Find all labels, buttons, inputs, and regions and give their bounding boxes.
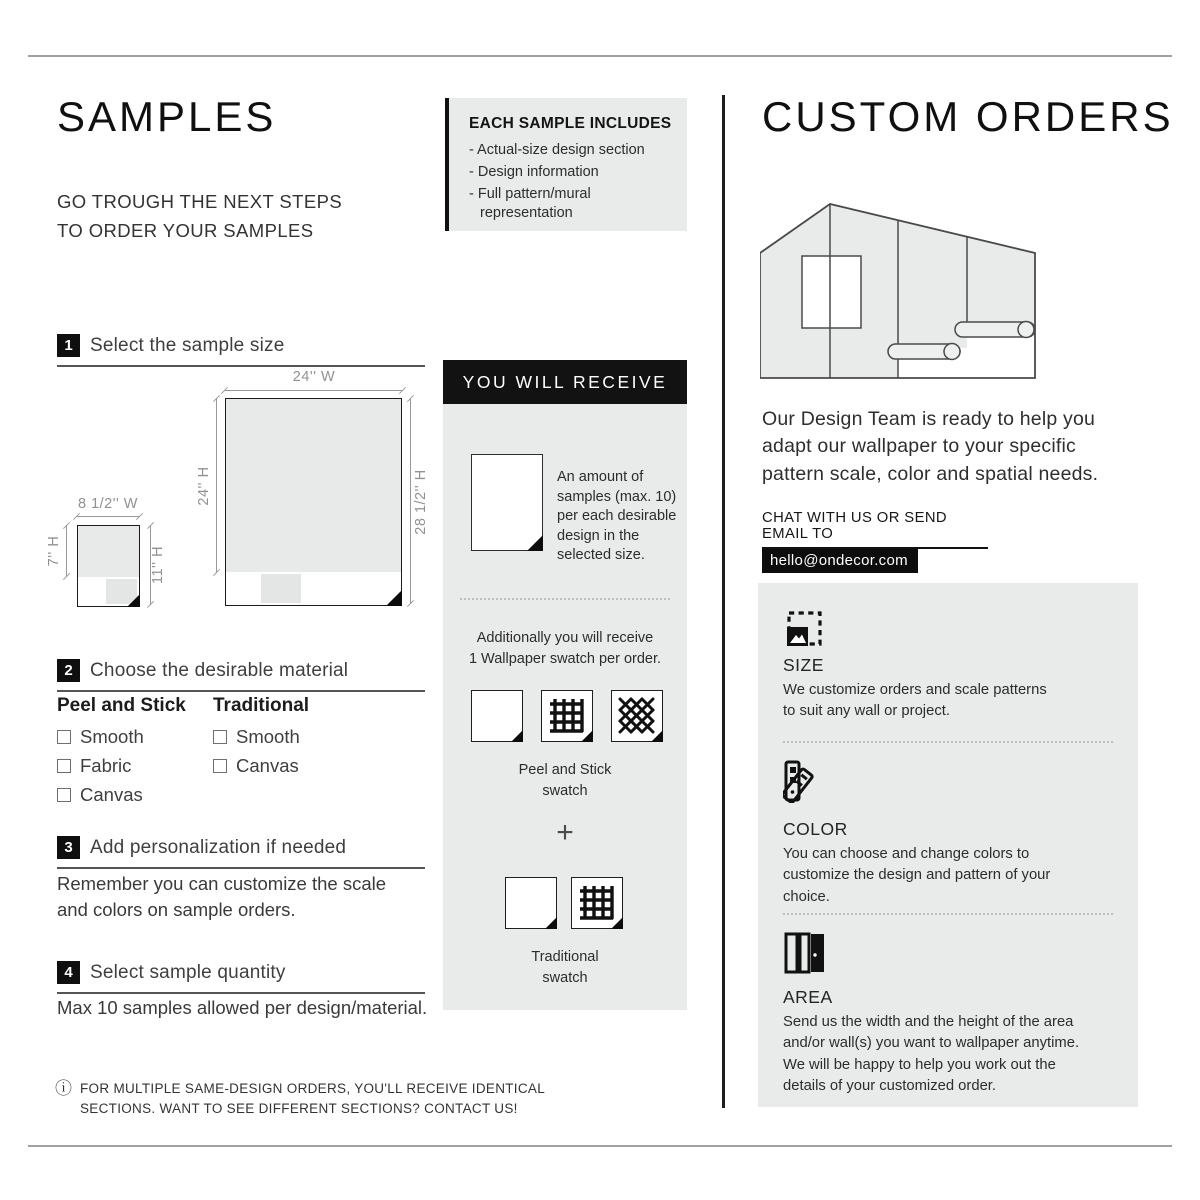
dim-line-large-right (410, 398, 411, 604)
checkbox-icon[interactable] (213, 759, 227, 773)
area-body: Send us the width and the height of the area and/or wall(s) you want to wallpaper anytime. We will be happy to help you work out the details of your customized order. (783, 1014, 1080, 1095)
color-heading: COLOR (783, 819, 848, 839)
includes-item: - Actual-size design section (469, 142, 645, 158)
dim-line-large-left (216, 398, 217, 573)
step-4-badge: 4 (57, 961, 80, 984)
wallpaper-wall-illustration (760, 198, 1040, 384)
checkbox-icon[interactable] (57, 730, 71, 744)
blank-swatch-icon (471, 690, 523, 742)
additional-note: Additionally you will receive 1 Wallpaper swatch per order. (468, 630, 662, 668)
chat-block (762, 510, 988, 573)
step-2-badge: 2 (57, 659, 80, 682)
you-will-receive-header: YOU WILL RECEIVE (443, 360, 687, 404)
dotted-separator (783, 913, 1113, 915)
includes-item: - Full pattern/mural representation (469, 185, 591, 221)
includes-title: EACH SAMPLE INCLUDES (469, 115, 672, 132)
dim-line-small-width (77, 516, 139, 517)
material-column-peel (57, 695, 186, 813)
option-peel-canvas[interactable] (57, 784, 186, 806)
traditional-swatch-caption: Traditional swatch (531, 949, 599, 987)
sample-size-large-diagram (225, 398, 402, 606)
sample-inner-square (261, 574, 301, 603)
plus-sign: + (556, 816, 574, 849)
dim-label-small-left: 7'' H (46, 535, 62, 567)
color-body: You can choose and change colors to customize the design and pattern of your choice. (783, 846, 1051, 905)
dim-line-large-width (225, 390, 402, 391)
you-will-receive-panel (443, 404, 687, 1010)
option-traditional-smooth[interactable] (213, 726, 309, 748)
sample-bottom-strip (226, 572, 401, 605)
checkbox-icon[interactable] (57, 788, 71, 802)
folded-corner-icon (581, 730, 593, 742)
option-label: Smooth (80, 726, 144, 747)
dim-label-small-width: 8 1/2'' W (77, 496, 138, 512)
option-label: Fabric (80, 755, 132, 776)
option-peel-smooth[interactable] (57, 726, 186, 748)
size-icon (783, 610, 823, 650)
peel-and-stick-title: Peel and Stick (57, 695, 186, 716)
column-divider (722, 95, 725, 1108)
material-column-traditional (213, 695, 309, 784)
folded-corner-icon (527, 535, 543, 551)
sample-size-small-diagram (77, 525, 140, 607)
folded-corner-icon (127, 594, 140, 607)
footnote (55, 1079, 545, 1120)
option-traditional-canvas[interactable] (213, 755, 309, 777)
blank-swatch-icon (505, 877, 557, 929)
sample-sheet-icon (471, 454, 543, 551)
step-3-badge: 3 (57, 836, 80, 859)
samples-title: SAMPLES (57, 93, 277, 140)
email-link[interactable]: hello@ondecor.com (762, 549, 918, 573)
color-swatches-icon (783, 759, 827, 803)
dim-label-small-right: 11'' H (150, 545, 166, 585)
custom-orders-title: CUSTOM ORDERS (762, 93, 1174, 140)
bottom-rule (28, 1145, 1172, 1147)
folded-corner-icon (545, 917, 557, 929)
samples-amount-note: An amount of samples (max. 10) per each desirable design in the selected size. (557, 469, 677, 564)
chat-with-us-label: CHAT WITH US OR SEND EMAIL TO (762, 510, 988, 549)
step-1-badge: 1 (57, 334, 80, 357)
size-body: We customize orders and scale patterns to suit any wall or project. (783, 682, 1047, 720)
folded-corner-icon (386, 590, 402, 606)
step-1-label: Select the sample size (90, 335, 285, 356)
step-3-label: Add personalization if needed (90, 837, 347, 858)
option-label: Canvas (236, 755, 299, 776)
design-team-intro: Our Design Team is ready to help you adapt our wallpaper to your specific pattern scale, color and spatial needs. (762, 408, 1099, 485)
step-1-header (57, 334, 425, 367)
dim-label-large-left: 24'' H (196, 466, 212, 506)
each-sample-includes-box (445, 98, 687, 231)
footnote-text: FOR MULTIPLE SAME-DESIGN ORDERS, YOU'LL RECEIVE IDENTICAL SECTIONS. WANT TO SEE DIFFERENT SECTIONS? CONTACT US! (80, 1081, 546, 1117)
area-heading: AREA (783, 987, 833, 1007)
dim-label-large-right: 28 1/2'' H (413, 469, 429, 535)
dim-label-large-width: 24'' W (292, 369, 336, 385)
option-label: Canvas (80, 784, 143, 805)
step-3-header (57, 836, 425, 869)
dotted-separator (460, 598, 670, 600)
step-3-note: Remember you can customize the scale and colors on sample orders. (57, 873, 387, 921)
customization-panel (758, 583, 1138, 1107)
info-icon: ⓘ (55, 1079, 72, 1098)
folded-corner-icon (651, 730, 663, 742)
folded-corner-icon (611, 917, 623, 929)
grid-swatch-icon (571, 877, 623, 929)
size-heading: SIZE (783, 655, 824, 675)
checkbox-icon[interactable] (57, 759, 71, 773)
samples-subtitle: GO TROUGH THE NEXT STEPS TO ORDER YOUR SAMPLES (57, 191, 343, 241)
step-4-header (57, 961, 425, 994)
traditional-title: Traditional (213, 695, 310, 716)
grid-swatch-icon (541, 690, 593, 742)
step-4-note: Max 10 samples allowed per design/material. (57, 997, 428, 1018)
top-rule (28, 55, 1172, 57)
checkbox-icon[interactable] (213, 730, 227, 744)
step-2-header (57, 659, 425, 692)
step-2-label: Choose the desirable material (90, 660, 349, 681)
crosshatch-swatch-icon (611, 690, 663, 742)
folded-corner-icon (511, 730, 523, 742)
option-label: Smooth (236, 726, 300, 747)
option-peel-fabric[interactable] (57, 755, 186, 777)
step-4-label: Select sample quantity (90, 962, 286, 983)
area-wall-icon (783, 931, 827, 975)
dotted-separator (783, 741, 1113, 743)
peel-swatch-caption: Peel and Stick swatch (518, 762, 612, 800)
dim-line-small-left (66, 525, 67, 577)
includes-item: - Design information (469, 163, 599, 180)
